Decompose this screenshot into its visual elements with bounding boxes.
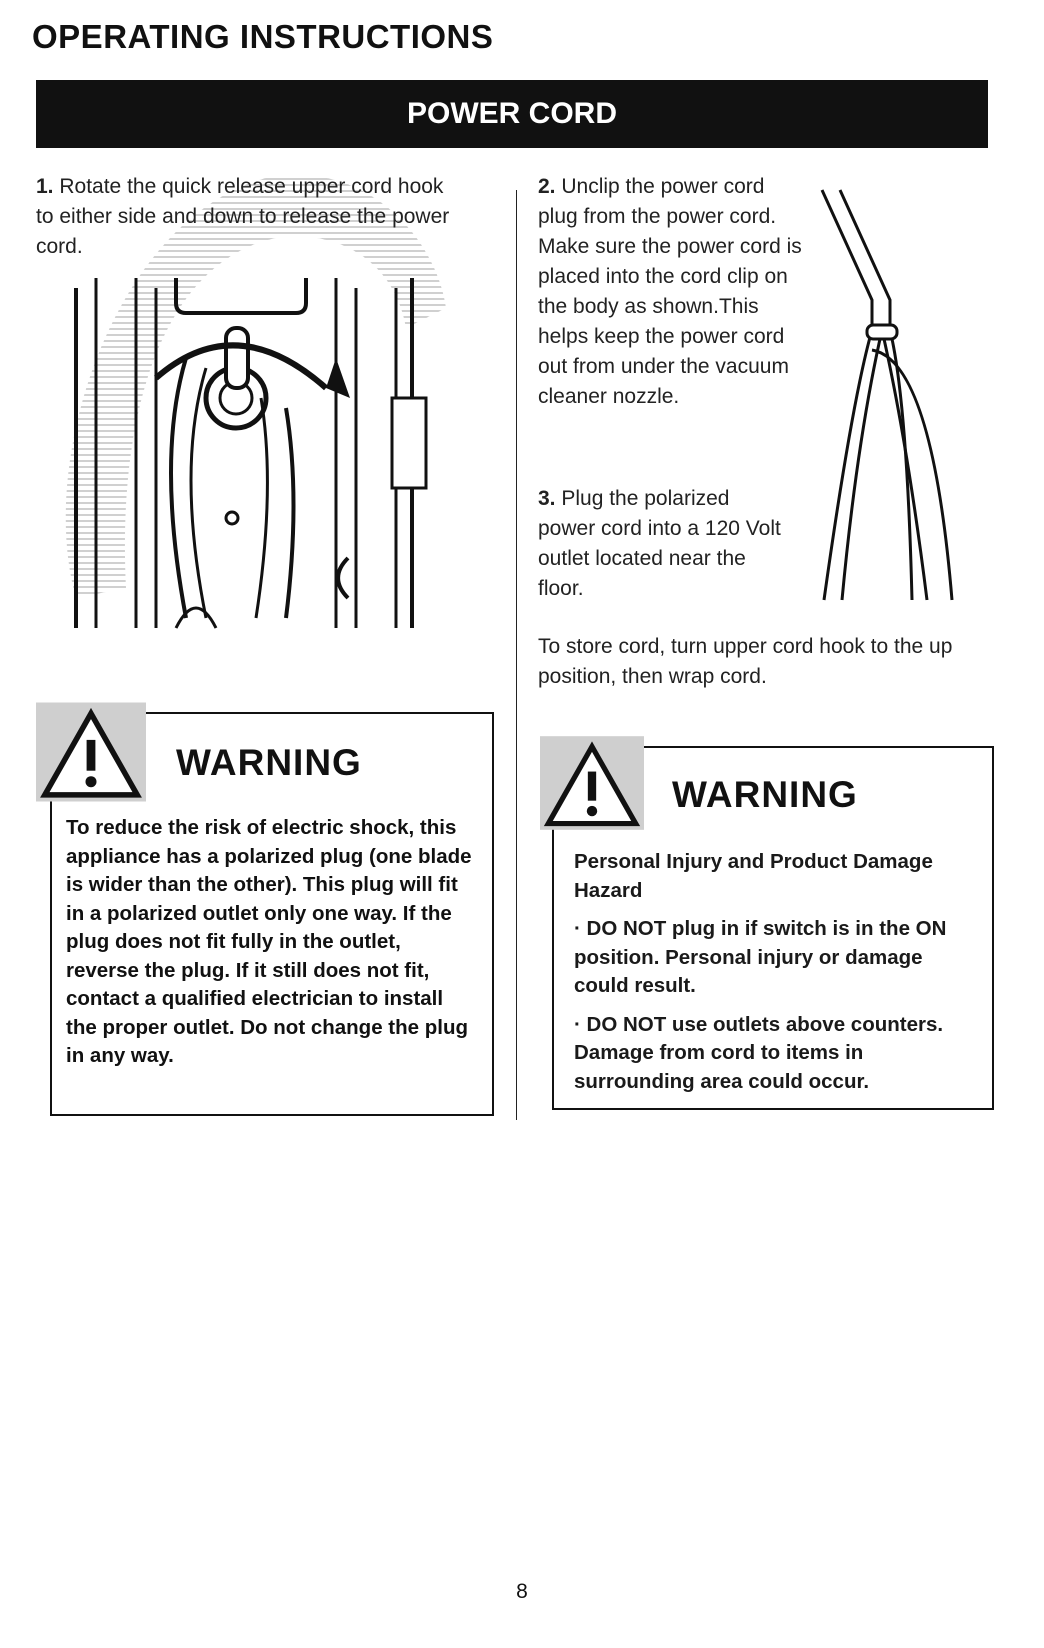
step-text: Rotate the quick release upper cord hook to either side and down to release the power cord. bbox=[36, 175, 450, 258]
step-number: 1. bbox=[36, 175, 54, 198]
column-divider bbox=[516, 190, 517, 1120]
step-text: Unclip the power cord plug from the power cord. Make sure the power cord is placed into the cord clip on the body as shown.This helps keep the power cord out from under the vacuum cleaner nozzle. bbox=[538, 175, 802, 408]
warning-title: WARNING bbox=[176, 742, 362, 783]
step-number: 3. bbox=[538, 487, 556, 510]
step-2 bbox=[538, 172, 808, 412]
section-title: POWER CORD bbox=[407, 97, 617, 130]
step-number: 2. bbox=[538, 175, 556, 198]
page-number: 8 bbox=[516, 1580, 528, 1603]
warning-bullet: · DO NOT plug in if switch is in the ON position. Personal injury or damage could result. bbox=[574, 917, 947, 997]
warning-triangle-icon bbox=[36, 702, 146, 802]
warning-paragraph: To reduce the risk of electric shock, this appliance has a polarized plug (one blade is wider than the other). This plug will fit in a polarized outlet only one way. If the plug does not fit fully in the outlet, reverse the plug. If it still does not fit, contact a qualified electrician to install the proper outlet. Do not change the plug in any way. bbox=[66, 816, 472, 1067]
step-3 bbox=[538, 484, 788, 604]
step-text: To store cord, turn upper cord hook to the up position, then wrap cord. bbox=[538, 635, 953, 688]
page-title: OPERATING INSTRUCTIONS bbox=[32, 18, 494, 55]
warning-box-left bbox=[50, 712, 494, 1116]
warning-triangle-icon bbox=[540, 736, 644, 830]
warning-text bbox=[574, 848, 978, 1106]
step-text: Plug the polarized power cord into a 120 Volt outlet located near the floor. bbox=[538, 487, 781, 600]
step-1 bbox=[36, 172, 456, 262]
warning-text bbox=[66, 814, 478, 1081]
warning-title: WARNING bbox=[672, 774, 858, 815]
step-4 bbox=[538, 632, 998, 692]
cord-clip-illustration bbox=[812, 180, 964, 610]
section-band bbox=[36, 80, 988, 148]
warning-bullet: · DO NOT use outlets above counters. Damage from cord to items in surrounding area could occur. bbox=[574, 1012, 944, 1093]
warning-box-right bbox=[552, 746, 994, 1110]
warning-heading: Personal Injury and Product Damage Hazard bbox=[574, 850, 933, 902]
